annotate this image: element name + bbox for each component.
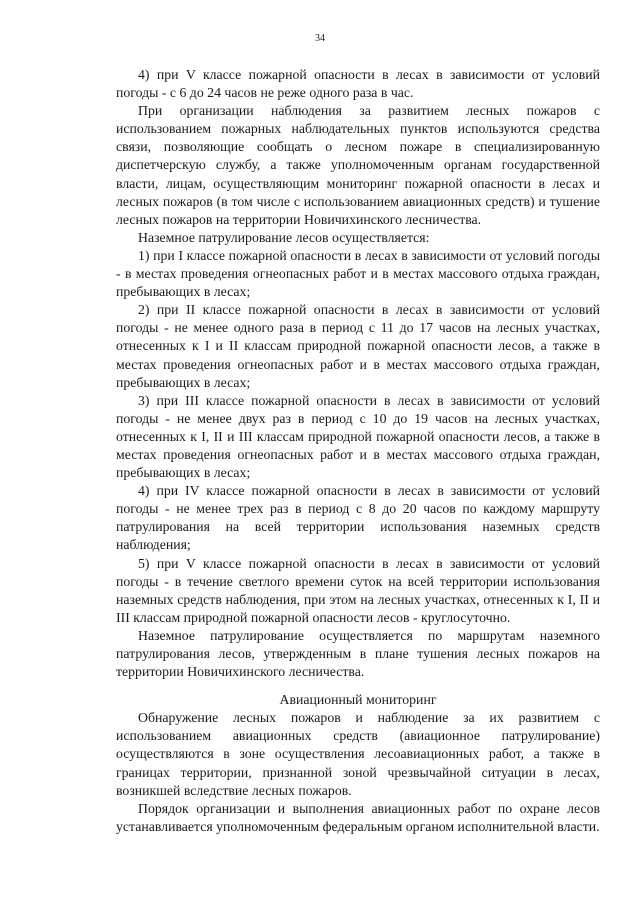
paragraph-aviation-procedure: Порядок организации и выполнения авиационных работ по охране лесов устанавливается уполномоченным федеральным органом исполнительной власти. [116,800,600,834]
page-number: 34 [315,33,325,44]
paragraph-item-4: 4) при IV классе пожарной опасности в лесах в зависимости от условий погоды - не менее трех раз в период с 8 до 20 часов по каждому маршруту патрулирования на всей территории использования наземных средств наблюдения; [116,483,600,553]
section-heading-aviation-monitoring: Авиационный мониторинг [279,692,437,708]
paragraph-ground-patrol-routes: Наземное патрулирование осуществляется по маршрутам наземного патрулирования лесов, утвержденным в плане тушения лесных пожаров на территории Новичихинского лесничества. [116,627,600,680]
paragraph-ground-patrol-intro: Наземное патрулирование лесов осуществляется: [138,229,430,245]
paragraph-item-4-v-class: 4) при V классе пожарной опасности в лесах в зависимости от условий погоды - с 6 до 24 часов не реже одного раза в час. [116,67,600,101]
paragraph-item-3: 3) при III классе пожарной опасности в лесах в зависимости от условий погоды - не менее двух раз в период с 10 до 19 часов на лесных участках, отнесенных к I, II и III классам природной пожарной опасности лесов, а также в местах проведения огнеопасных работ и в местах массового отдыха граждан, пребывающих в лесах; [116,392,600,481]
document-body [116,66,600,836]
paragraph-item-2: 2) при II классе пожарной опасности в лесах в зависимости от условий погоды - не менее одного раза в период с 11 до 17 часов на лесных участках, отнесенных к I и II классам природной пожарной опасности лесов, а также в местах проведения огнеопасных работ и в местах массового отдыха граждан, пребывающих в лесах; [116,302,600,390]
paragraph-aviation-detection: Обнаружение лесных пожаров и наблюдение за их развитием с использованием авиационных средств (авиационное патрулирование) осуществляются в зоне осуществления лесоавиационных работ, а также в границах территории, признанной зоной чрезвычайной ситуации в лесах, возникшей вследствие лесных пожаров. [116,710,600,798]
paragraph-item-1: 1) при I классе пожарной опасности в лесах в зависимости от условий погоды - в местах проведения огнеопасных работ и в местах массового отдыха граждан, пребывающих в лесах; [116,247,600,300]
paragraph-item-5: 5) при V классе пожарной опасности в лесах в зависимости от условий погоды - в течение светлого времени суток на всей территории использования наземных средств наблюдения, при этом на лесных участках, отнесенных к I, II и III классам природной пожарной опасности лесов - круглосуточно. [116,555,600,625]
paragraph-observation-posts: При организации наблюдения за развитием лесных пожаров с использованием пожарных наблюдательных пунктов используются средства связи, позволяющие сообщать о лесном пожаре в специализированную диспетчерскую службу, а также уполномоченным органам государственной власти, лицам, осуществляющим мониторинг пожарной опасности в лесах и лесных пожаров (в том числе с использованием авиационных средств) и тушение лесных пожаров на территории Новичихинского лесничества. [116,103,600,227]
